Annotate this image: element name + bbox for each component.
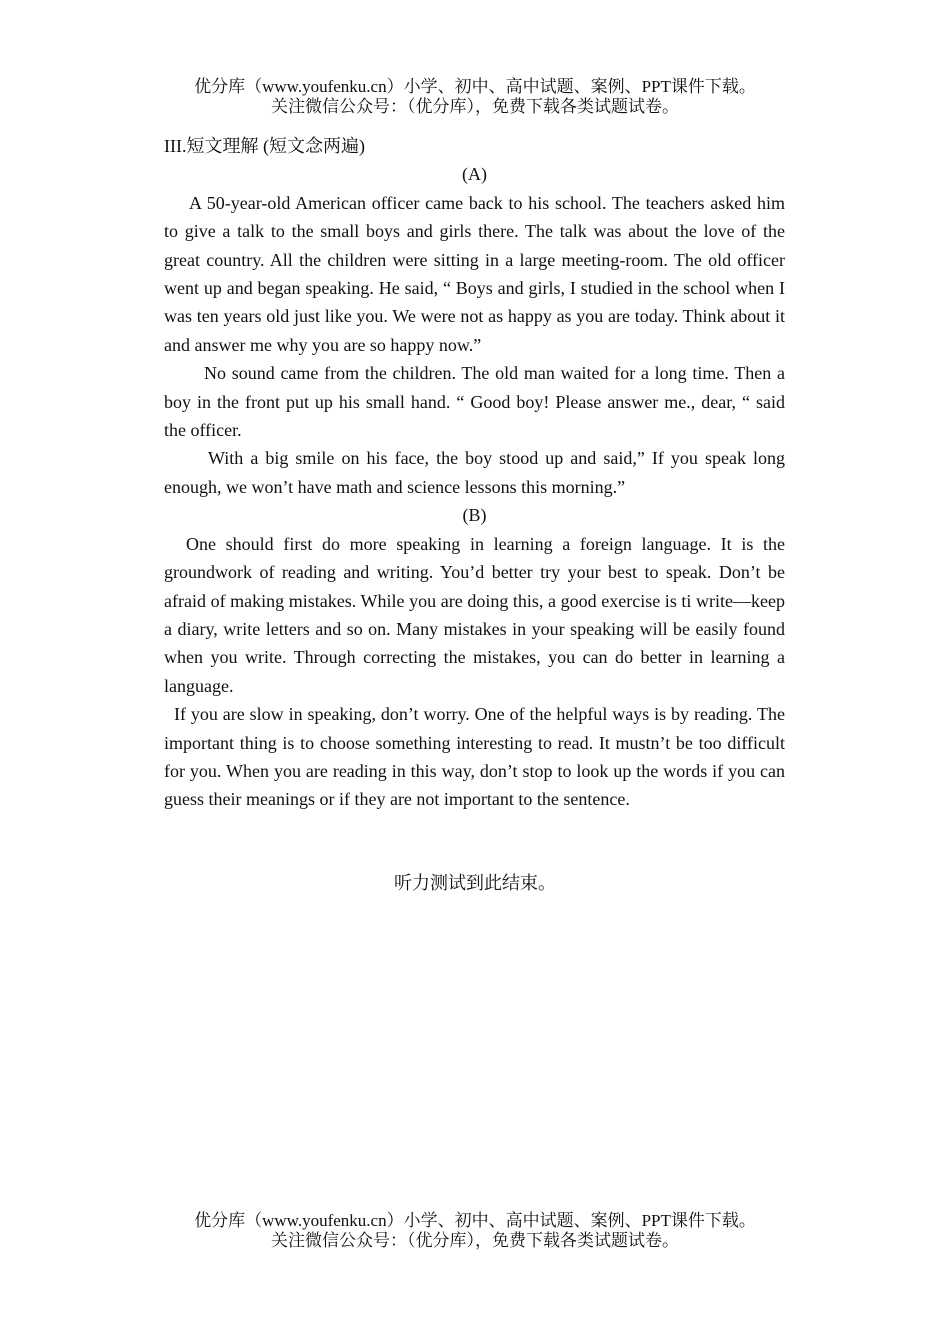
page-footer bbox=[0, 1211, 950, 1251]
page-header bbox=[0, 77, 950, 117]
passage-b-paragraph-2: If you are slow in speaking, don’t worry. One of the helpful ways is by reading. The important thing is to choose something interesting to read. It mustn’t be too difficult for you. When you are reading in this way, don’t stop to look up the words if you can guess their meanings or if they are not important to the sentence. bbox=[164, 704, 785, 810]
header-line-1: 优分库（www.youfenku.cn）小学、初中、高中试题、案例、PPT课件下载。 bbox=[194, 77, 756, 96]
passage-a-label: (A) bbox=[462, 164, 487, 185]
end-note: 听力测试到此结束。 bbox=[394, 873, 556, 893]
passage-b-label: (B) bbox=[462, 505, 487, 526]
passage-a-paragraph-3: With a big smile on his face, the boy stood up and said,” If you speak long enough, we won’t have math and science lessons this morning.” bbox=[164, 448, 785, 497]
main-content bbox=[164, 132, 785, 814]
section-title: III.短文理解 (短文念两遍) bbox=[164, 136, 365, 156]
passage-a-paragraph-1: A 50-year-old American officer came back to his school. The teachers asked him to give a talk to the small boys and girls there. The talk was about the love of the great country. All the children were sitting in a large meeting-room. The old officer went up and began speaking. He said, “ Boys and girls, I studied in the school when I was ten years old just like you. We were not as happy as you are today. Think about it and answer me why you are so happy now.” bbox=[164, 192, 785, 355]
passage-a-paragraph-2: No sound came from the children. The old man waited for a long time. Then a boy in the front put up his small hand. “ Good boy! Please answer me., dear, “ said the officer. bbox=[164, 363, 785, 441]
footer-line-2: 关注微信公众号：（优分库），免费下载各类试题试卷。 bbox=[271, 1231, 679, 1250]
header-line-2: 关注微信公众号：（优分库），免费下载各类试题试卷。 bbox=[271, 97, 679, 116]
footer-line-1: 优分库（www.youfenku.cn）小学、初中、高中试题、案例、PPT课件下载。 bbox=[194, 1211, 756, 1230]
passage-b-paragraph-1: One should first do more speaking in learning a foreign language. It is the groundwork of reading and writing. You’d better try your best to speak. Don’t be afraid of making mistakes. While you are doing this, a good exercise is ti write—keep a diary, write letters and so on. Many mistakes in your speaking will be easily found when you write. Through correcting the mistakes, you can do better in learning a language. bbox=[164, 533, 785, 696]
